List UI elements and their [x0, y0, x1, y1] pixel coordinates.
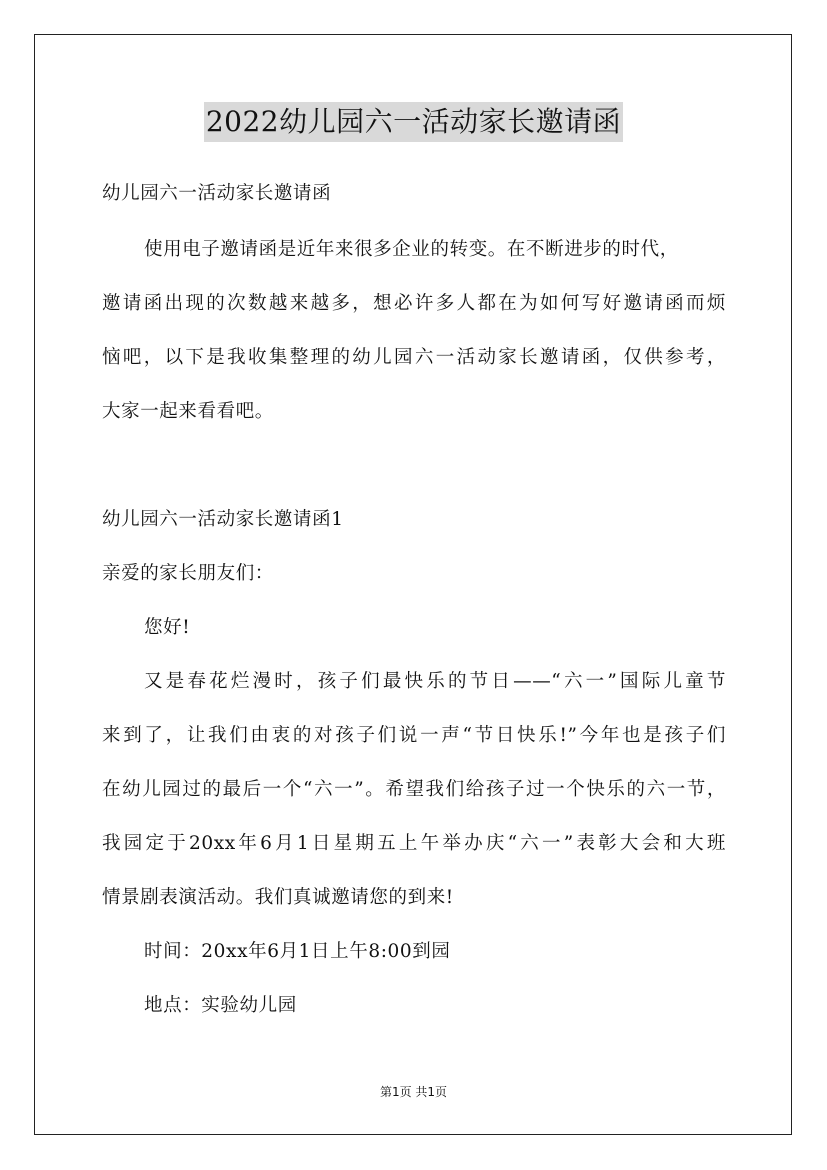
- intro-line-1: 使用电子邀请函是近年来很多企业的转变。在不断进步的时代，: [144, 239, 679, 260]
- title-wrapper: [0, 102, 827, 142]
- greeting: 您好!: [144, 617, 191, 638]
- page-footer: 第1页 共1页: [379, 1085, 448, 1099]
- intro-line-2: 邀请函出现的次数越来越多，想必许多人都在为如何写好邀请函而烦: [102, 293, 726, 314]
- body-line-1: 又是春花烂漫时，孩子们最快乐的节日——“六一”国际儿童节: [144, 671, 726, 692]
- intro-line-3: 恼吧，以下是我收集整理的幼儿园六一活动家长邀请函，仅供参考，: [102, 347, 726, 368]
- salutation: 亲爱的家长朋友们：: [102, 563, 274, 584]
- body-line-5: 情景剧表演活动。我们真诚邀请您的到来!: [102, 887, 454, 908]
- body-line-4: 我园定于20xx年6月1日星期五上午举办庆“六一”表彰大会和大班: [102, 833, 726, 854]
- document-title: 2022幼儿园六一活动家长邀请函: [204, 102, 623, 142]
- body-line-2: 来到了，让我们由衷的对孩子们说一声“节日快乐!”今年也是孩子们: [102, 725, 726, 746]
- intro-line-4: 大家一起来看看吧。: [102, 401, 274, 422]
- body-line-3: 在幼儿园过的最后一个“六一”。希望我们给孩子过一个快乐的六一节，: [102, 779, 726, 800]
- event-place: 地点：实验幼儿园: [144, 995, 297, 1016]
- section-heading: 幼儿园六一活动家长邀请函1: [102, 509, 344, 530]
- event-time: 时间：20xx年6月1日上午8:00到园: [144, 941, 451, 962]
- document-subtitle: 幼儿园六一活动家长邀请函: [102, 183, 332, 204]
